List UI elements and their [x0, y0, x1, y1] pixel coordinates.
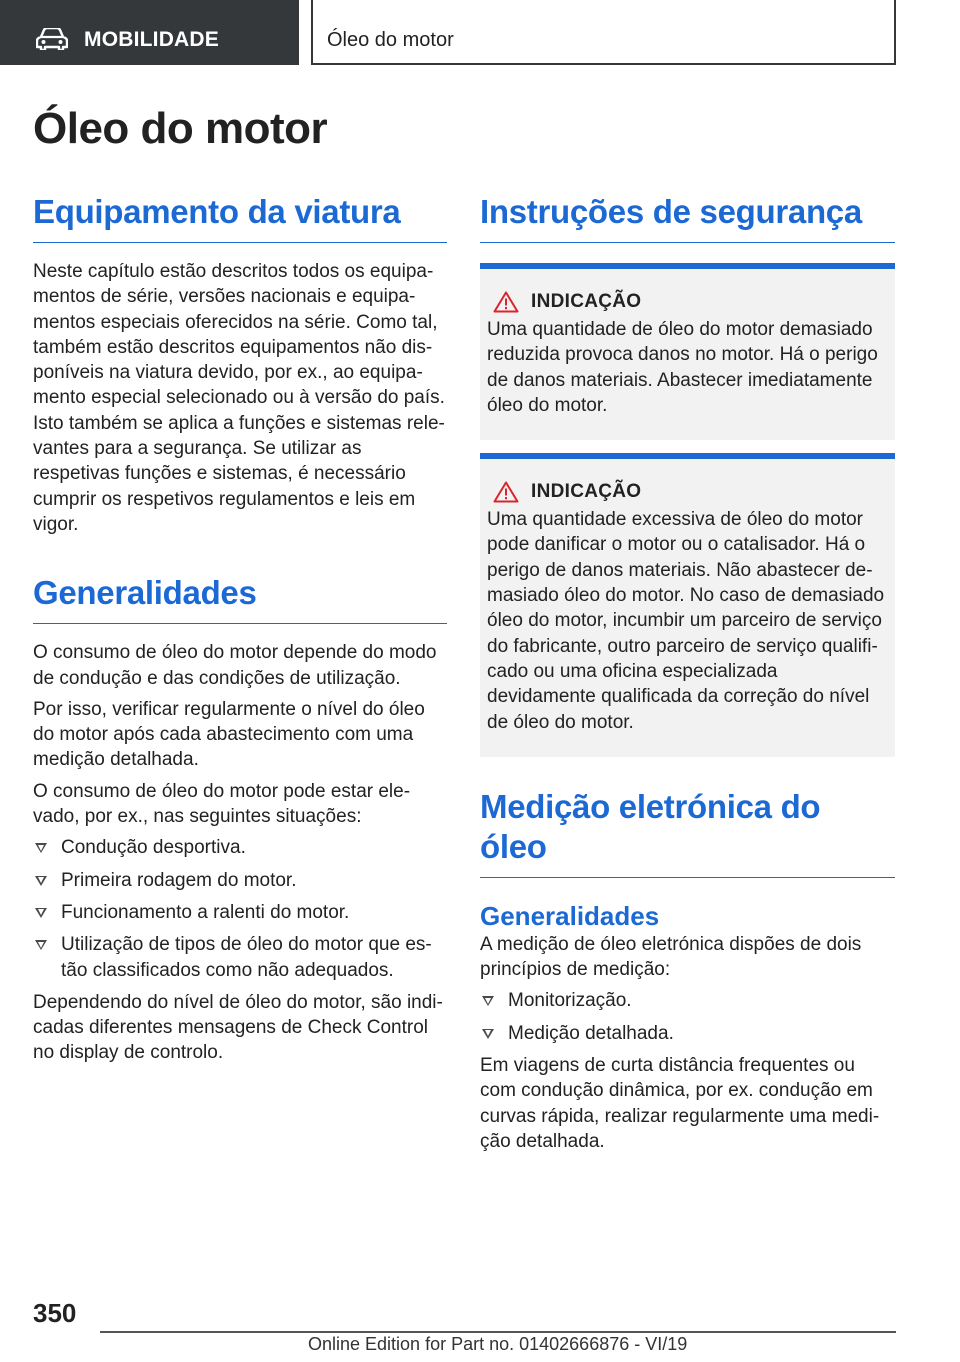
- bullet-triangle-icon: [35, 876, 47, 886]
- electronic-heading: Medição eletrónica do óleo: [480, 787, 895, 878]
- bullet-triangle-icon: [35, 940, 47, 950]
- notice-box: [480, 453, 895, 757]
- measurement-list: [480, 988, 895, 1046]
- general-paragraph: Por isso, verificar regularmente o nível do óleo do motor após cada abastecimento com uma medição detalhada.: [33, 698, 425, 771]
- page-number: 350: [33, 1298, 77, 1328]
- edition-text: Online Edition for Part no. 01402666876 - VI/19: [308, 1334, 688, 1354]
- footer-divider: [100, 1331, 896, 1333]
- page-title: Óleo do motor: [33, 104, 328, 153]
- equipment-heading: Equipamento da viatura: [33, 192, 447, 243]
- notice-label: INDICAÇÃO: [531, 291, 642, 312]
- list-item: Utilização de tipos de óleo do motor que estão classificados como não adequados.: [33, 932, 447, 983]
- section-header: [0, 0, 299, 65]
- electronic-closing: Em viagens de curta distância frequentes ou com condução dinâmica, por ex. condução em curvas rápida, realizar regularmente uma medição detalhada.: [480, 1055, 880, 1152]
- equipment-text: Neste capítulo estão descritos todos os equipamentos de série, versões nacionais e equipamentos especiais oferecidos na série. Como tal, também estão descritos equipamentos não disponíveis na viatura devido, por ex., ao equipamento especial selecionado ou à versão do país. Isto também se aplica a funções e sistemas relevantes para a segurança. Se utilizar as respetivas funções e sistemas, é necessário cumprir os respetivos regulamentos e leis em vigor.: [33, 261, 445, 535]
- list-item: Funcionamento a ralenti do motor.: [33, 900, 447, 925]
- bullet-triangle-icon: [482, 996, 494, 1006]
- bullet-triangle-icon: [35, 908, 47, 918]
- section-label: MOBILIDADE: [84, 28, 219, 51]
- chapter-header: [311, 0, 896, 65]
- warning-icon: [493, 481, 519, 503]
- consumption-list: [33, 835, 447, 982]
- general-heading: Generalidades: [33, 573, 447, 624]
- right-column: [480, 192, 895, 1160]
- list-item: Condução desportiva.: [33, 835, 447, 860]
- general-closing: Dependendo do nível de óleo do motor, são indicadas diferentes mensagens de Check Control no display de controlo.: [33, 991, 443, 1064]
- safety-heading: Instruções de segurança: [480, 192, 895, 243]
- notice-box: [480, 263, 895, 440]
- electronic-intro: A medição de óleo eletrónica dispões de dois princípios de medição:: [480, 933, 862, 981]
- electronic-subheading: Generalidades: [480, 900, 660, 931]
- general-paragraph: O consumo de óleo do motor pode estar elevado, por ex., nas seguintes situações:: [33, 780, 411, 828]
- notice-text: Uma quantidade excessiva de óleo do motor pode danificar o motor ou o catalisador. Há o perigo de danos materiais. Não abastecer demasiado óleo do motor. No caso de demasiado óleo do motor, incumbir um parceiro de serviço do fabricante, outro parceiro de serviço qualificado ou uma oficina especializada devidamente qualificada da correção do nível de óleo do motor.: [487, 509, 885, 733]
- bullet-triangle-icon: [482, 1029, 494, 1039]
- list-item: Primeira rodagem do motor.: [33, 868, 447, 893]
- list-item: Monitorização.: [480, 988, 895, 1013]
- chapter-title: Óleo do motor: [327, 29, 454, 51]
- bullet-triangle-icon: [35, 843, 47, 853]
- warning-icon: [493, 291, 519, 313]
- car-icon: [36, 28, 68, 50]
- list-item: Medição detalhada.: [480, 1021, 895, 1046]
- general-paragraph: O consumo de óleo do motor depende do modo de condução e das condições de utilização.: [33, 642, 437, 689]
- left-column: [33, 192, 447, 1072]
- notice-label: INDICAÇÃO: [531, 481, 642, 503]
- notice-text: Uma quantidade de óleo do motor demasiado reduzida provoca danos no motor. Há o perigo de danos materiais. Abastecer imediatamente óleo do motor.: [487, 319, 878, 416]
